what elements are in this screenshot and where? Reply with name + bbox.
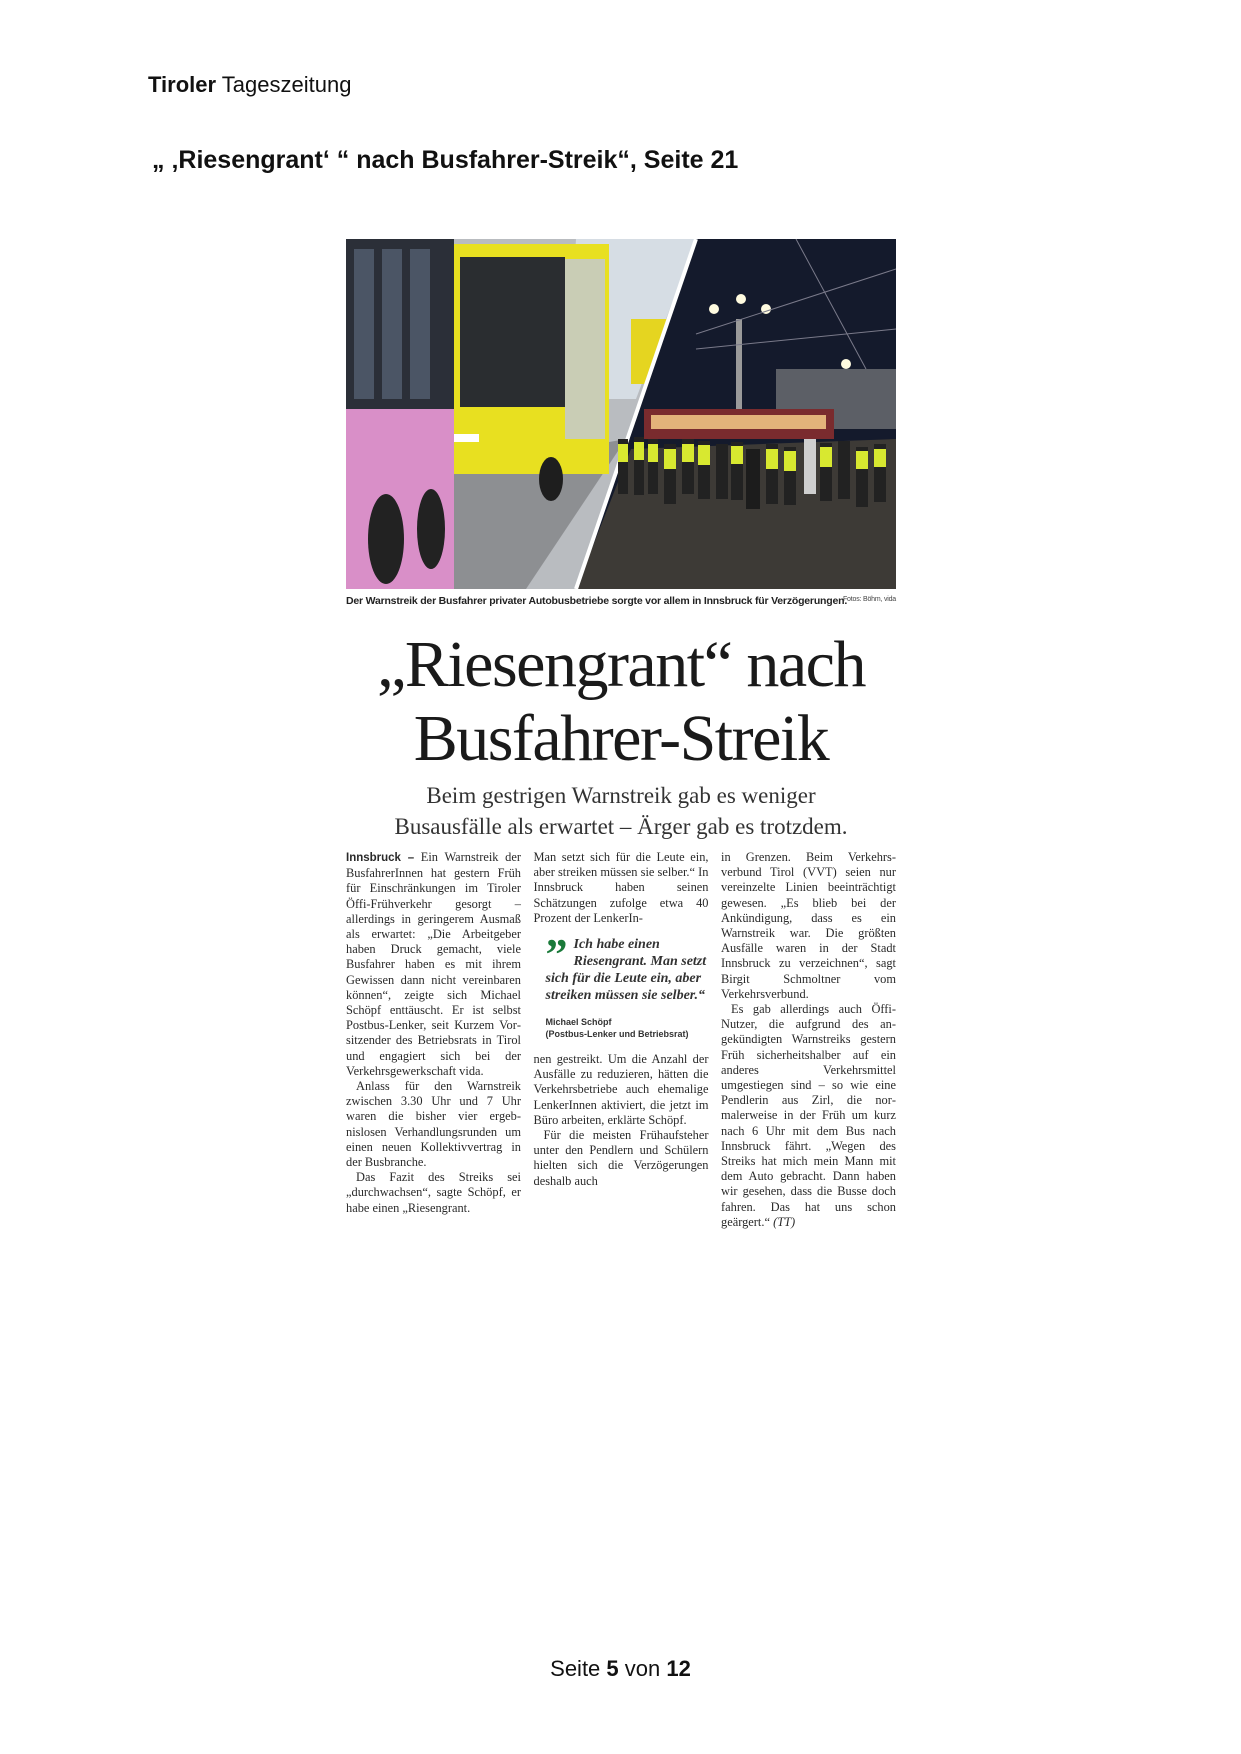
page-prefix: Seite [550,1656,607,1681]
paragraph: nen gestreikt. Um die Anzahl der Ausfälle zu reduzieren, hätten die Verkehrsbetriebe auch ehemalige LenkerInnen aktiviert, die jetzt im Büro arbeiten, erklärte Schöpf. [533,1052,709,1127]
subhead-line-2: Busausfälle als erwartet – Ärger gab es trotzdem. [394,814,848,839]
author-signature: (TT) [769,1214,796,1229]
photo-caption [346,595,896,607]
photo-composite [346,239,896,589]
subhead-line-1: Beim gestrigen Warnstreik gab es weniger [426,783,816,808]
paragraph-text: Ein Warnstreik der BusfahrerInnen hat gestern Früh für Einschränkungen im Tiroler Öffi-Frühverkehr gesorgt – allerdings in geringerem Ausmaß als erwartet: „Die Arbeitgeber haben Druck gemacht, viele Busfahrer haben es mit ihrem Gewissen dann nicht vereinbaren können“, zeigte sich Michael Schöpf enttäuscht. Er ist selbst Postbus-Lenker, seit Kurzem Vorsitzender des Betriebsrats in Tirol und engagiert sich bei der Verkehrsgewerkschaft vida. [346,850,521,1078]
photo-caption-text: Der Warnstreik der Busfahrer privater Autobusbetriebe sorgte vor allem in Innsbruck für Verzögerungen. [346,595,848,607]
dateline: Innsbruck – [346,852,415,864]
pull-quote [545,930,709,1040]
page-mid: von [618,1656,667,1681]
quote-mark-icon: ” [545,930,568,980]
paragraph-text: Es gab allerdings auch Öffi-Nutzer, die aufgrund des angekündigten Warnstreiks gestern Früh sicherheitshalber auf ein anderes Verkehrsmittel umgestiegen sind – so wie eine Pendlerin aus Zirl, die normalerweise in der Früh um kurz nach 6 Uhr mit dem Bus nach Innsbruck fährt. „Wegen des Streiks hat mich mein Mann mit dem Auto gebracht. Dann haben wir gesehen, dass die Busse doch fahren. Das hat uns schon geärgert.“ [721,1002,896,1229]
pull-quote-text: Ich habe einen Riesengrant. Man setzt sich für die Leute ein, aber streiken müssen sie selber.“ [545,937,707,1004]
article-photo [346,239,896,589]
publication-name-bold: Tiroler [148,72,217,97]
headline-line-2: Busfahrer-Streik [413,702,829,775]
photo-credit: Fotos: Böhm, vida [842,596,896,603]
headline-line-1: „Riesengrant“ nach [377,628,865,701]
paragraph [721,1002,896,1230]
article-column-2 [534,850,709,1230]
page-current: 5 [606,1656,619,1681]
paragraph: Für die meisten Frühaufsteher unter den Pendlern und Schülern hielten sich die Verzögerungen deshalb auch [533,1128,709,1188]
page-total: 12 [666,1656,691,1681]
paragraph: Man setzt sich für die Leute ein, aber streiken müssen sie selber.“ In Innsbruck haben seinen Schätzungen zufolge etwa 40 Prozent der LenkerIn- [533,850,709,925]
article-column-3 [721,850,896,1230]
pull-quote-role: (Postbus-Lenker und Betriebsrat) [545,1029,689,1040]
article-headline [346,628,896,776]
article-subheadline [346,780,896,842]
article-column-1 [346,850,521,1230]
paragraph: in Grenzen. Beim Verkehrsverbund Tirol (VVT) seien nur vereinzelte Linien beeinträchtigt gewesen. „Es blieb bei der Ankündigung, dass es ein Warnstreik war. Die größten Ausfälle waren in der Stadt Innsbruck zu verzeichnen“, sagt Birgit Schmoltner vom Verkehrsverbund. [721,850,896,1001]
publication-name-rest: Tageszeitung [216,72,352,97]
paragraph: Anlass für den Warnstreik zwischen 3.30 Uhr und 7 Uhr waren die bisher vier ergebnislosen Verhandlungsrunden um einen neuen Kollektivvertrag in der Busbranche. [346,1079,521,1170]
pull-quote-attribution [546,1016,709,1040]
publication-name [148,72,351,98]
article-body [346,850,896,1230]
pull-quote-author: Michael Schöpf [545,1017,612,1028]
document-title: „ ‚Riesengrant‘ “ nach Busfahrer-Streik“, Seite 21 [152,146,739,174]
paragraph [346,850,521,1079]
page-indicator [0,1656,1241,1682]
paragraph: Das Fazit des Streiks sei „durchwachsen“, sagte Schöpf, er habe einen „Riesengrant. [346,1170,521,1215]
